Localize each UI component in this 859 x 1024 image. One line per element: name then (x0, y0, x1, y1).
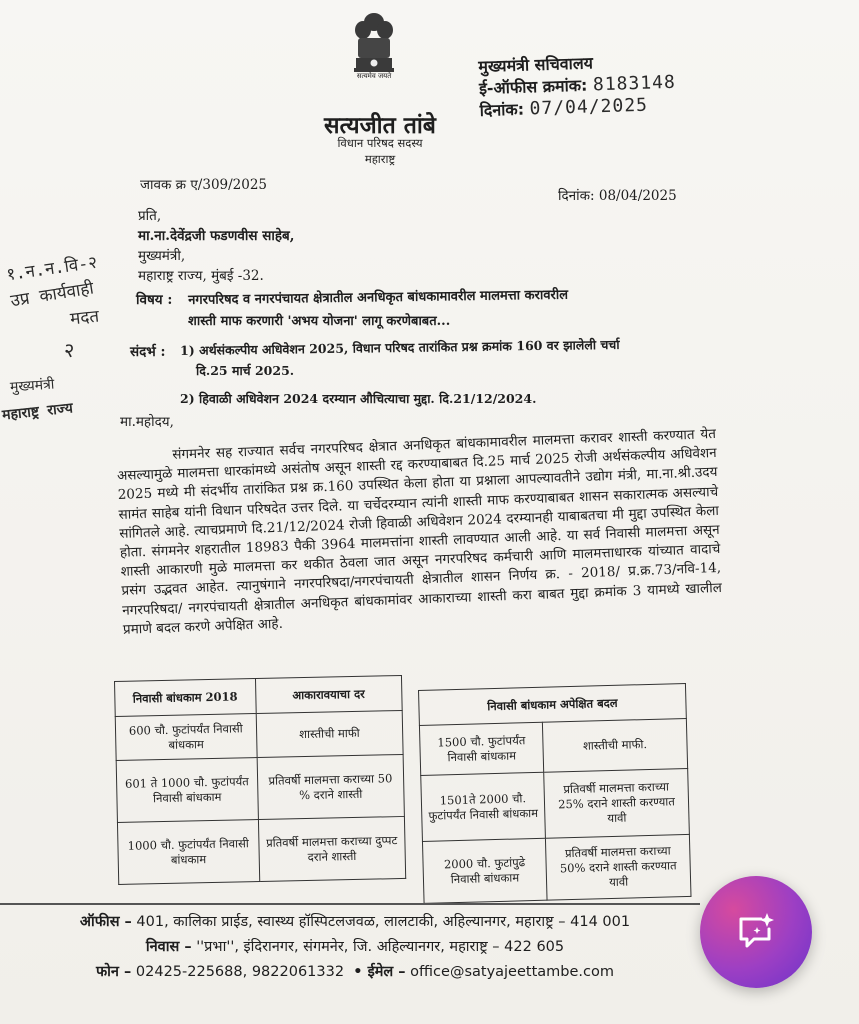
subject-label: विषय : (136, 292, 173, 308)
table-cell: प्रतिवर्षी मालमत्ता कराच्या दुप्पट दराने शास्ती (258, 816, 406, 881)
footer-residence-address: ''प्रभा'', इंदिरानगर, संगमनेर, जि. अहिल्यानगर, महाराष्ट्र – 422 605 (196, 939, 565, 955)
table-cell: 1000 चौ. फुटांपर्यंत निवासी बांधकाम (117, 820, 259, 885)
table-cell: 2000 चौ. फुटांपुढे निवासी बांधकाम (422, 838, 547, 903)
reference-1-line1: 1) अर्थसंकल्पीय अधिवेशन 2025, विधान परिषद तारांकित प्रश्न क्रमांक 160 वर झालेली चर्चा (180, 336, 620, 358)
table-cell: शास्तीची माफी (256, 710, 403, 757)
handwritten-sign-line2: महाराष्ट्र राज्य (1, 400, 74, 424)
stamp-date-value: 07/04/2025 (529, 94, 649, 120)
subject-line1: नगरपरिषद व नगरपंचायत क्षेत्रातील अनधिकृत बांधकामावरील मालमत्ता करावरील (188, 287, 569, 308)
ai-sparkle-chat-icon (733, 909, 779, 955)
table-row (421, 768, 690, 841)
addressee-post: मुख्यमंत्री, (138, 248, 186, 264)
footer-office-address: 401, कालिका प्राईड, स्वास्थ्य हॉस्पिटलजवळ, लालटाकी, अहिल्यानगर, महाराष्ट्र – 414 001 (136, 914, 631, 930)
reference-2: 2) हिवाळी अधिवेशन 2024 दरम्यान औचित्याचा मुद्दा. दि.21/12/2024. (180, 391, 537, 406)
table-cell: 1501ते 2000 चौ. फुटांपर्यंत निवासी बांधकाम (421, 772, 546, 841)
handwritten-sign-line1: मुख्यमंत्री (9, 376, 55, 396)
table-cell: 601 ते 1000 चौ. फुटांपर्यंत निवासी बांधकाम (116, 758, 258, 823)
table-cell: प्रतिवर्षी मालमत्ता कराच्या 50 % दराने शास्ती (257, 754, 405, 819)
table-cell: प्रतिवर्षी मालमत्ता कराच्या 25% दराने शास्ती करण्यात यावी (544, 768, 690, 838)
letterhead-designation: विधान परिषद सदस्य (337, 136, 423, 150)
addressee-address: महाराष्ट्र राज्य, मुंबई -32. (138, 268, 264, 284)
table-header-cell: आकारावयाचा दर (255, 675, 402, 713)
handwritten-note-line4: २ (64, 338, 75, 362)
table-row (115, 710, 403, 760)
letterhead-state: महाराष्ट्र (364, 152, 396, 166)
stamp-date-label: दिनांक: (479, 99, 525, 120)
stamp-eoffice-label: ई-ऑफीस क्रमांक: (478, 75, 588, 98)
table-cell: 600 चौ. फुटांपर्यंत निवासी बांधकाम (115, 714, 256, 761)
emblem-motto: सत्यमेव जयते (356, 72, 392, 80)
ai-assistant-button[interactable] (700, 876, 812, 988)
reference-1-line2: दि.25 मार्च 2025. (196, 363, 295, 378)
footer-office-label: ऑफीस – (79, 914, 132, 930)
addressee-prati: प्रति, (138, 208, 162, 224)
handwritten-note-line2: उप्र कार्यवाही (9, 278, 96, 312)
addressee-name: मा.ना.देवेंद्रजी फडणवीस साहेब, (138, 228, 295, 244)
table-cell: प्रतिवर्षी मालमत्ता कराच्या 50% दराने शास्ती करण्यात यावी (545, 834, 691, 900)
table-header-cell: निवासी बांधकाम 2018 (115, 679, 256, 717)
footer-phone-label: फोन – (96, 964, 132, 980)
footer-divider (0, 903, 700, 905)
footer-email-label: • ईमेल – (353, 964, 406, 980)
stamp-eoffice-number: 8183148 (592, 71, 677, 96)
body-paragraph: संगमनेर सह राज्यात सर्वच नगरपरिषद क्षेत्रात अनधिकृत बांधकामावरील मालमत्ता करावर शास्ती करण्यात येत असल्यामुळे मालमत्ता धारकांमध्ये असंतोष असून शास्ती रद्द करण्याबाबत दि.25 मार्च 2025 रोजी अर्थसंकल्पीय अधिवेशन 2025 मध्ये मी संदर्भीय तारांकित प्रश्न क्र.160 उपस्थित केला होता या प्रश्नाला आपल्यावतीने उद्योग मंत्री, मा.ना.श्री.उदय सामंत साहेब यांनी विधान परिषदेत उत्तर दिले. या चर्चेदरम्यान त्यांनी शास्ती माफ करण्याबाबत शासन सकारात्मक असल्याचे सांगितले आहे. त्याचप्रमाणे दि.21/12/2024 रोजी हिवाळी अधिवेशन 2024 दरम्यानही याबाबतचा मी मुद्दा उपस्थित केला होता. संगमनेर शहरातील 18983 पैकी 3964 मालमत्तांना शास्ती लावण्यात आली आहे. या सर्व निवासी मालमत्ता असून शास्ती आकारणी मुळे मालमत्ता कर थकीत ठेवला जात असून नगरपरिषद कर्मचारी आणि मालमत्ताधारक यांच्यात वादाचे प्रसंग उद्भवत आहेत. त्यानुषंगाने नगरपरिषदा/नगरपंचायती क्षेत्रातील शासन निर्णय क्र. - 2018/ प्र.क्र.73/नवि-14, नगरपरिषदा/ नगरपंचायती क्षेत्रातील अनधिकृत बांधकामांवर आकाराच्या शास्ती करा बाबत मुद्दा क्रमांक 3 यामध्ये खालील प्रमाणे बदल करणे अपेक्षित आहे. (116, 425, 723, 638)
letterhead-name: सत्यजीत तांबे (324, 113, 436, 139)
table-header-cell: निवासी बांधकाम अपेक्षित बदल (419, 683, 687, 725)
footer-residence (30, 936, 680, 956)
stamp-office: मुख्यमंत्री सचिवालय (478, 53, 594, 76)
footer-contact (30, 961, 680, 981)
reference-label: संदर्भ : (130, 344, 166, 360)
handwritten-note-line3: मदत (69, 306, 101, 330)
table-header-row (115, 675, 403, 716)
handwritten-note-line1: १.न.न.वि-२ (5, 252, 99, 286)
salutation: मा.महोदय, (120, 414, 174, 430)
table-row (422, 834, 691, 903)
footer-residence-label: निवास – (145, 939, 192, 955)
table-expected-change (418, 683, 692, 904)
footer-phone: 02425-225688, 9822061332 (135, 964, 345, 980)
outward-number: जावक क्र ए/309/2025 (140, 177, 268, 193)
letter-date: दिनांक: 08/04/2025 (558, 188, 677, 204)
received-stamp (478, 47, 770, 122)
table-cell: 1500 चौ. फुटांपर्यंत निवासी बांधकाम (419, 722, 543, 775)
table-row (419, 718, 687, 775)
footer-email: office@satyajeettambe.com (410, 964, 614, 980)
table-cell: शास्तीची माफी. (542, 718, 687, 772)
table-row (116, 754, 404, 822)
footer-office (30, 911, 680, 931)
letter-body (116, 425, 723, 640)
subject-line2: शास्ती माफ करणारी 'अभय योजना' लागू करणेबाबत... (188, 314, 451, 329)
table-2018-rates (114, 675, 406, 885)
table-row (117, 816, 405, 884)
